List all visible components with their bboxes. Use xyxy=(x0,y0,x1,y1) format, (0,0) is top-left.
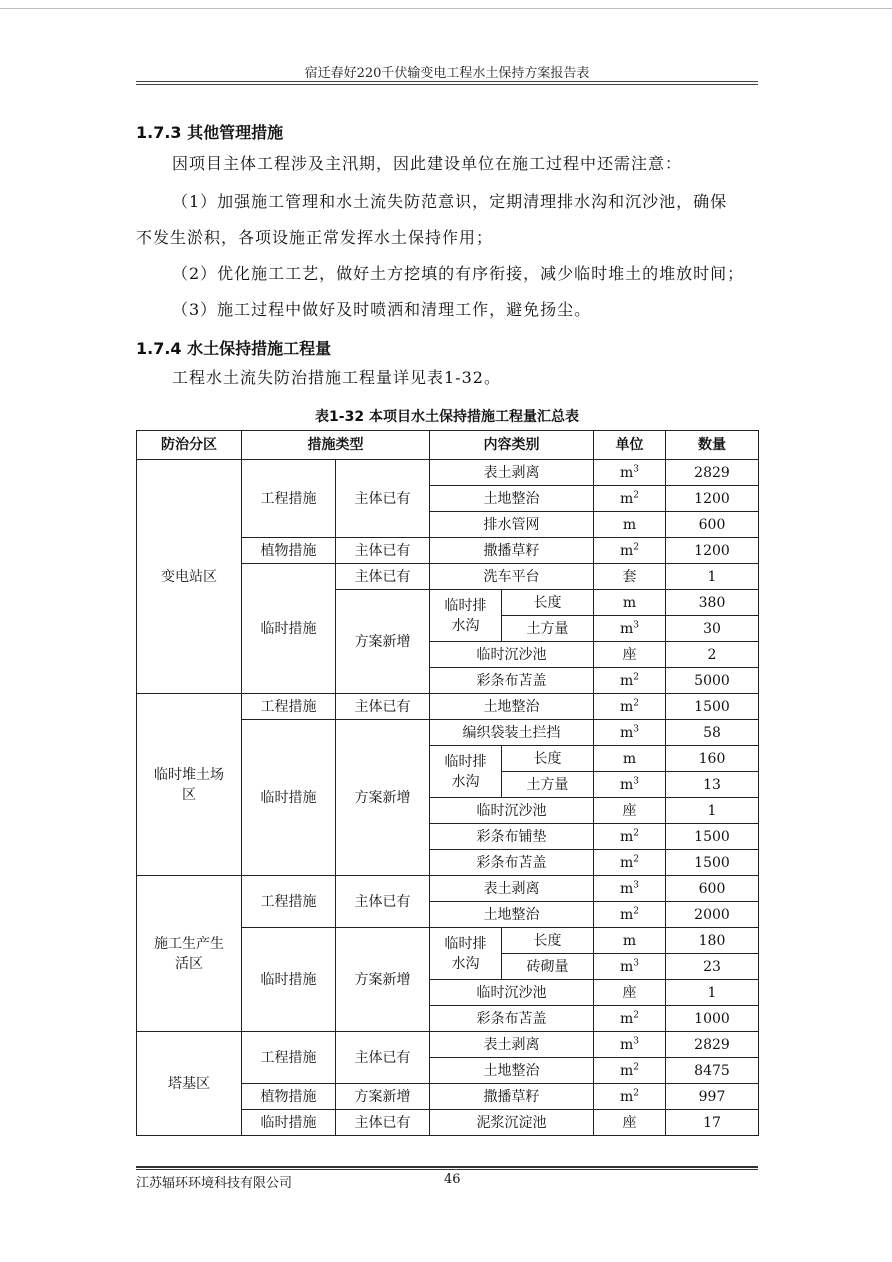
table-row xyxy=(137,694,759,720)
item-cell: 表土剥离 xyxy=(430,876,594,902)
source-cell: 方案新增 xyxy=(336,928,430,1032)
qty-cell: 8475 xyxy=(666,1058,759,1084)
unit-cell: m xyxy=(594,746,666,772)
qty-cell: 2 xyxy=(666,642,759,668)
item-cell: 排水管网 xyxy=(430,512,594,538)
qty-cell: 1 xyxy=(666,798,759,824)
unit-cell: $m^2$ xyxy=(594,850,666,876)
qty-cell: 380 xyxy=(666,590,759,616)
unit-cell: $m^3$ xyxy=(594,876,666,902)
qty-cell: 2829 xyxy=(666,1032,759,1058)
measure-type-cell: 临时措施 xyxy=(242,928,336,1032)
zone-cell: 塔基区 xyxy=(137,1032,242,1136)
qty-cell: 600 xyxy=(666,876,759,902)
item-cell: 洗车平台 xyxy=(430,564,594,590)
section-heading-1-7-3: 1.7.3 其他管理措施 xyxy=(136,123,284,142)
unit-cell: $m^2$ xyxy=(594,1006,666,1032)
item-cell: 土地整治 xyxy=(430,1058,594,1084)
qty-cell: 17 xyxy=(666,1110,759,1136)
item-cell: 土地整治 xyxy=(430,486,594,512)
unit-cell: 座 xyxy=(594,798,666,824)
measure-type-cell: 临时措施 xyxy=(242,720,336,876)
source-cell: 方案新增 xyxy=(336,590,430,694)
item-cell: 编织袋装土拦挡 xyxy=(430,720,594,746)
source-cell: 主体已有 xyxy=(336,538,430,564)
unit-cell: $m^3$ xyxy=(594,720,666,746)
measure-type-cell: 临时措施 xyxy=(242,564,336,694)
unit-cell: $m^3$ xyxy=(594,616,666,642)
qty-cell: 13 xyxy=(666,772,759,798)
header-rule-2 xyxy=(136,84,758,85)
unit-cell: $m^2$ xyxy=(594,1058,666,1084)
unit-cell: $m^2$ xyxy=(594,486,666,512)
measure-type-cell: 工程措施 xyxy=(242,460,336,538)
source-cell: 主体已有 xyxy=(336,876,430,928)
source-cell: 主体已有 xyxy=(336,1032,430,1084)
table-row xyxy=(137,1032,759,1058)
zone-cell: 变电站区 xyxy=(137,460,242,694)
page-header-title: 宿迁春好220千伏输变电工程水土保持方案报告表 xyxy=(304,66,590,81)
zone-cell: 临时堆土场 区 xyxy=(137,694,242,876)
unit-cell: $m^3$ xyxy=(594,460,666,486)
item-cell: 长度 xyxy=(502,590,594,616)
unit-cell: 座 xyxy=(594,1110,666,1136)
header-zone: 防治分区 xyxy=(137,431,242,460)
table-header-row xyxy=(137,431,759,460)
item-cell: 土地整治 xyxy=(430,902,594,928)
measure-type-cell: 临时措施 xyxy=(242,1110,336,1136)
source-cell: 方案新增 xyxy=(336,1084,430,1110)
page-number: 46 xyxy=(444,1172,461,1187)
header-unit: 单位 xyxy=(594,431,666,460)
source-cell: 方案新增 xyxy=(336,720,430,876)
unit-cell: 套 xyxy=(594,564,666,590)
unit-cell: $m^2$ xyxy=(594,1084,666,1110)
source-cell: 主体已有 xyxy=(336,460,430,538)
header-qty: 数量 xyxy=(666,431,759,460)
paragraph-intro-174: 工程水土流失防治措施工程量详见表1-32。 xyxy=(172,368,501,387)
unit-cell: $m^2$ xyxy=(594,824,666,850)
item-cell: 表土剥离 xyxy=(430,1032,594,1058)
paragraph-item2: （2）优化施工工艺，做好土方挖填的有序衔接，减少临时堆土的堆放时间； xyxy=(172,264,745,283)
qty-cell: 5000 xyxy=(666,668,759,694)
item-cell: 彩条布苫盖 xyxy=(430,668,594,694)
item-cell: 临时沉沙池 xyxy=(430,798,594,824)
footer-company: 江苏辐环环境科技有限公司 xyxy=(136,1176,293,1191)
item-cell: 土方量 xyxy=(502,772,594,798)
unit-cell: $m^2$ xyxy=(594,668,666,694)
ditch-cell: 临时排 水沟 xyxy=(430,928,502,980)
item-cell: 长度 xyxy=(502,928,594,954)
qty-cell: 600 xyxy=(666,512,759,538)
item-cell: 彩条布苫盖 xyxy=(430,850,594,876)
zone-cell: 施工生产生 活区 xyxy=(137,876,242,1032)
table-row xyxy=(137,460,759,486)
qty-cell: 1 xyxy=(666,564,759,590)
footer-rule-2 xyxy=(136,1169,758,1170)
qty-cell: 180 xyxy=(666,928,759,954)
paragraph-item1-line1: （1）加强施工管理和水土流失防范意识，定期清理排水沟和沉沙池，确保 xyxy=(172,192,728,211)
measure-type-cell: 工程措施 xyxy=(242,876,336,928)
unit-cell: m xyxy=(594,590,666,616)
qty-cell: 2000 xyxy=(666,902,759,928)
qty-cell: 1 xyxy=(666,980,759,1006)
source-cell: 主体已有 xyxy=(336,694,430,720)
ditch-cell: 临时排 水沟 xyxy=(430,590,502,642)
source-cell: 主体已有 xyxy=(336,1110,430,1136)
measure-type-cell: 植物措施 xyxy=(242,1084,336,1110)
unit-cell: m xyxy=(594,512,666,538)
qty-cell: 1500 xyxy=(666,824,759,850)
qty-cell: 1200 xyxy=(666,486,759,512)
paragraph-intro-173: 因项目主体工程涉及主汛期，因此建设单位在施工过程中还需注意： xyxy=(172,154,683,173)
item-cell: 长度 xyxy=(502,746,594,772)
top-edge-line xyxy=(0,8,892,9)
measure-type-cell: 工程措施 xyxy=(242,1032,336,1084)
item-cell: 表土剥离 xyxy=(430,460,594,486)
item-cell: 土方量 xyxy=(502,616,594,642)
unit-cell: $m^3$ xyxy=(594,954,666,980)
paragraph-item1-line2: 不发生淤积，各项设施正常发挥水土保持作用； xyxy=(136,228,494,247)
header-measure: 措施类型 xyxy=(242,431,430,460)
unit-cell: $m^3$ xyxy=(594,772,666,798)
item-cell: 撒播草籽 xyxy=(430,538,594,564)
measure-type-cell: 植物措施 xyxy=(242,538,336,564)
table-row xyxy=(137,876,759,902)
qty-cell: 1500 xyxy=(666,850,759,876)
source-cell: 主体已有 xyxy=(336,564,430,590)
unit-cell: $m^2$ xyxy=(594,694,666,720)
item-cell: 砖砌量 xyxy=(502,954,594,980)
header-content: 内容类别 xyxy=(430,431,594,460)
item-cell: 泥浆沉淀池 xyxy=(430,1110,594,1136)
measure-type-cell: 工程措施 xyxy=(242,694,336,720)
qty-cell: 997 xyxy=(666,1084,759,1110)
unit-cell: $m^2$ xyxy=(594,538,666,564)
unit-cell: 座 xyxy=(594,642,666,668)
unit-cell: m xyxy=(594,928,666,954)
item-cell: 彩条布苫盖 xyxy=(430,1006,594,1032)
qty-cell: 30 xyxy=(666,616,759,642)
qty-cell: 1000 xyxy=(666,1006,759,1032)
unit-cell: 座 xyxy=(594,980,666,1006)
qty-cell: 1500 xyxy=(666,694,759,720)
paragraph-item3: （3）施工过程中做好及时喷洒和清理工作，避免扬尘。 xyxy=(172,300,592,319)
footer-rule xyxy=(136,1166,758,1168)
item-cell: 彩条布铺垫 xyxy=(430,824,594,850)
table-caption: 表1-32 本项目水土保持措施工程量汇总表 xyxy=(315,409,579,425)
header-rule xyxy=(136,81,758,82)
unit-cell: $m^3$ xyxy=(594,1032,666,1058)
item-cell: 土地整治 xyxy=(430,694,594,720)
qty-cell: 23 xyxy=(666,954,759,980)
measures-table xyxy=(136,430,759,1136)
item-cell: 临时沉沙池 xyxy=(430,980,594,1006)
section-heading-1-7-4: 1.7.4 水土保持措施工程量 xyxy=(136,339,332,358)
qty-cell: 58 xyxy=(666,720,759,746)
qty-cell: 1200 xyxy=(666,538,759,564)
item-cell: 撒播草籽 xyxy=(430,1084,594,1110)
qty-cell: 2829 xyxy=(666,460,759,486)
unit-cell: $m^2$ xyxy=(594,902,666,928)
ditch-cell: 临时排 水沟 xyxy=(430,746,502,798)
item-cell: 临时沉沙池 xyxy=(430,642,594,668)
qty-cell: 160 xyxy=(666,746,759,772)
